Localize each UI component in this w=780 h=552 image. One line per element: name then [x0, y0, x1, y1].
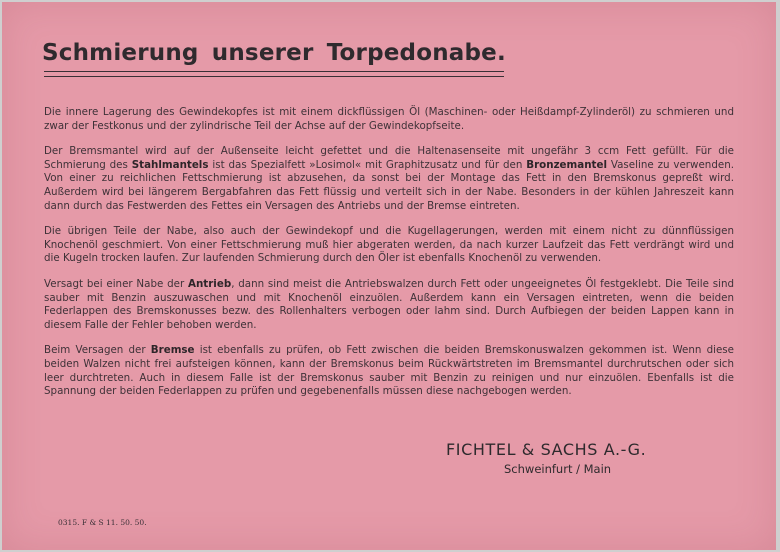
company-name: FICHTEL & SACHS A.-G.: [446, 440, 647, 459]
title-underline: [44, 71, 504, 72]
paragraph-bremsmantel: Der Bremsmantel wird auf der Außenseite leicht gefettet und die Haltenasenseite mit ungefähr 3 ccm Fett gefüllt. Für die Schmierung des Stahlmantels ist das Spezialfett »Losimol« mit Graphitzusatz und für den Bronzemantel Vaseline zu verwenden. Von einer zu reichlichen Fettschmierung ist abzusehen, da sonst bei der Montage das Fett in den Bremskonus gepreßt wird. Außerdem wird bei längerem Bergabfahren das Fett flüssig und verteilt sich in der Nabe. Besonders in der kühlen Jahreszeit kann dann durch das Festwerden des Fettes ein Versagen des Antriebs und der Bremse eintreten.: [44, 145, 734, 212]
company-city: Schweinfurt / Main: [504, 462, 612, 476]
document-body: [44, 106, 734, 411]
bold-term: Antrieb: [188, 277, 232, 290]
paragraph-uebrige-teile: Die übrigen Teile der Nabe, also auch der Gewindekopf und die Kugellagerungen, werden mit einem nicht zu dünnflüssigen Knochenöl geschmiert. Von einer Fettschmierung muß hier abgeraten werden, da nach kurzer Laufzeit das Fett verdrängt wird und die Kugeln trocken laufen. Zur laufenden Schmierung durch den Öler ist ebenfalls Knochenöl zu verwenden.: [44, 225, 734, 265]
paragraph-gewindekopf: Die innere Lagerung des Gewindekopfes ist mit einem dickflüssigen Öl (Maschinen- oder Heißdampf-Zylinderöl) zu schmieren und zwar der Festkonus und der zylindrische Teil der Achse auf der Gewindekopfseite.: [44, 106, 734, 132]
bold-term: Bronzemantel: [526, 158, 607, 171]
document-title: Schmierung unserer Torpedonabe.: [42, 40, 506, 66]
bold-term: Bremse: [150, 344, 195, 357]
paragraph-antrieb: Versagt bei einer Nabe der Antrieb, dann sind meist die Antriebswalzen durch Fett oder ungeeignetes Öl festgeklebt. Die Teile sind sauber mit Benzin auszuwaschen und mit Knochenöl einzuölen. Außerdem kann ein Versagen eintreten, wenn die beiden Federlappen des Bremskonusses bezw. des Rollenhalters verbogen oder lahm sind. Durch Aufbiegen der beiden Lappen kann in diesem Falle der Fehler behoben werden.: [44, 277, 735, 331]
bold-term: Stahlmantels: [131, 158, 209, 171]
title-underline-secondary: [44, 76, 504, 77]
paragraph-bremse: Beim Versagen der Bremse ist ebenfalls zu prüfen, ob Fett zwischen die beiden Bremskonuswalzen gekommen ist. Wenn diese beiden Walzen nicht frei aufsteigen können, kann der Bremskonus beim Rückwärtstreten im Bremsmantel durchrutschen oder sich leer durchtreten. Auch in diesem Falle ist der Bremskonus sauber mit Benzin zu reinigen und nur einzuölen. Ebenfalls ist die Spannung der beiden Federlappen zu prüfen und gegebenenfalls müssen diese nachgebogen werden.: [44, 344, 734, 398]
document-sheet: [2, 2, 776, 550]
print-code: 0315. F & S 11. 50. 50.: [58, 518, 147, 527]
